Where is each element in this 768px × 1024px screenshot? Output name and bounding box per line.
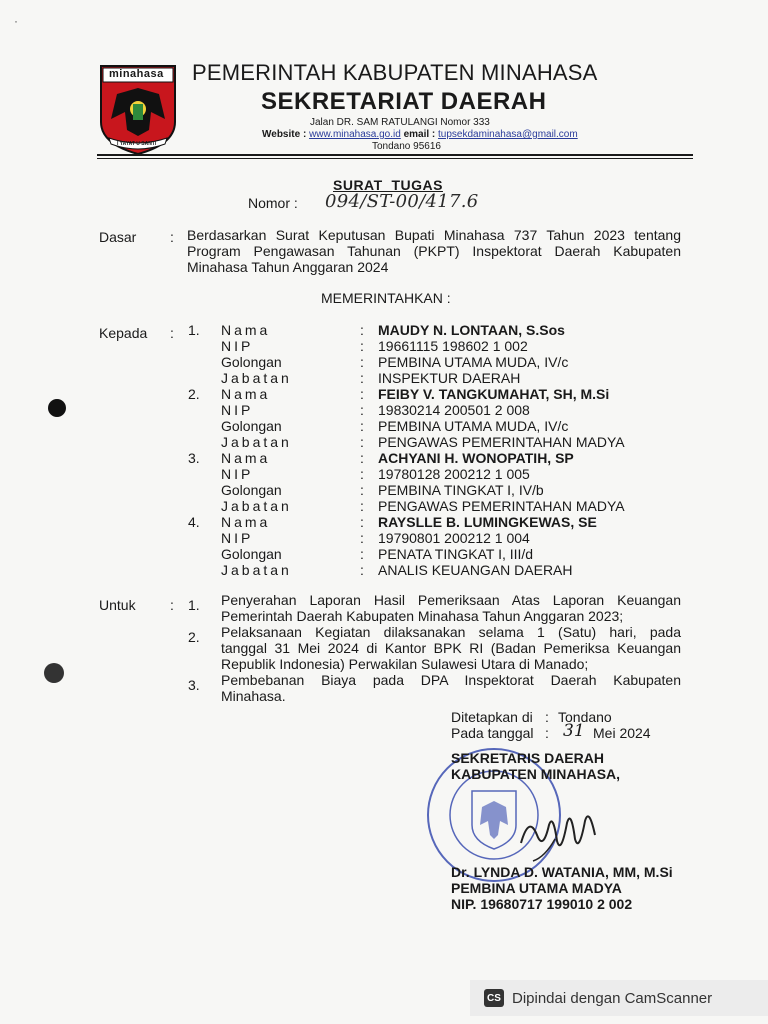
field-colon: : (360, 322, 364, 338)
person-nama: ACHYANI H. WONOPATIH, SP (378, 450, 574, 466)
field-colon: : (360, 370, 364, 386)
tanggal-colon: : (545, 725, 549, 741)
person-nip: 19661115 198602 1 002 (378, 338, 528, 354)
punch-hole-mark (48, 399, 66, 417)
field-colon: : (360, 386, 364, 402)
ditetapkan-value: Tondano (558, 709, 612, 725)
untuk-num-2: 2. (188, 629, 200, 645)
person-nip: 19830214 200501 2 008 (378, 402, 530, 418)
field-label-golongan: Golongan (221, 546, 282, 562)
field-label-jabatan: Jabatan (221, 562, 292, 578)
letterhead-address: Jalan DR. SAM RATULANGI Nomor 333 (310, 117, 490, 128)
untuk-item-1-line-2: Pemerintah Daerah Kabupaten Minahasa Tahun Anggaran 2023; (221, 608, 624, 624)
logo-motto: I YAYAT U SANTI (117, 141, 157, 147)
untuk-item-2-line-1: Pelaksanaan Kegiatan dilaksanakan selama 1 (Satu) hari, pada (221, 624, 681, 640)
kepada-colon: : (170, 325, 174, 341)
tanggal-month-year: Mei 2024 (593, 725, 651, 741)
tanggal-label: Pada tanggal (451, 725, 534, 741)
minahasa-logo (97, 64, 179, 156)
person-jabatan: ANALIS KEUANGAN DAERAH (378, 562, 573, 578)
signature-handwritten (515, 795, 605, 865)
kepada-label: Kepada (99, 325, 148, 341)
person-number: 4. (188, 514, 200, 530)
untuk-colon: : (170, 597, 174, 613)
punch-hole-mark (44, 663, 64, 683)
field-label-nip: NIP (221, 338, 254, 354)
field-colon: : (360, 450, 364, 466)
field-label-jabatan: Jabatan (221, 498, 292, 514)
field-colon: : (360, 498, 364, 514)
field-colon: : (360, 418, 364, 434)
dasar-line-3: Minahasa Tahun Anggaran 2024 (187, 259, 389, 275)
person-golongan: PENATA TINGKAT I, III/d (378, 546, 534, 562)
document-title: SURAT TUGAS (333, 177, 443, 193)
person-nip: 19790801 200212 1 004 (378, 530, 530, 546)
untuk-item-2-line-2: tanggal 31 Mei 2024 di Kantor BPK RI (Badan Pemeriksa Keuangan (221, 640, 681, 656)
memerintahkan-heading: MEMERINTAHKAN : (321, 290, 451, 306)
field-label-nama: Nama (221, 450, 271, 466)
ditetapkan-colon: : (545, 709, 549, 725)
field-label-nama: Nama (221, 322, 271, 338)
dasar-line-2: Program Pengawasan Tahunan (PKPT) Inspektorat Daerah Kabupaten (187, 243, 681, 259)
dasar-line-1: Berdasarkan Surat Keputusan Bupati Minahasa 737 Tahun 2023 tentang (187, 227, 681, 243)
field-colon: : (360, 338, 364, 354)
field-colon: : (360, 530, 364, 546)
person-jabatan: PENGAWAS PEMERINTAHAN MADYA (378, 498, 625, 514)
scan-speck: · (14, 14, 18, 28)
untuk-item-3-line-1: Pembebanan Biaya pada DPA Inspektorat Daerah Kabupaten (221, 672, 681, 688)
signatory-nip: NIP. 19680717 199010 2 002 (451, 896, 633, 912)
ditetapkan-label: Ditetapkan di (451, 709, 533, 725)
field-colon: : (360, 466, 364, 482)
untuk-num-3: 3. (188, 677, 200, 693)
field-colon: : (360, 434, 364, 450)
person-golongan: PEMBINA TINGKAT I, IV/b (378, 482, 544, 498)
field-colon: : (360, 402, 364, 418)
field-label-jabatan: Jabatan (221, 370, 292, 386)
letterhead-rule-thin (97, 158, 693, 159)
person-nama: RAYSLLE B. LUMINGKEWAS, SE (378, 514, 597, 530)
untuk-item-1-line-1: Penyerahan Laporan Hasil Pemeriksaan Atas Laporan Keuangan (221, 592, 681, 608)
field-label-golongan: Golongan (221, 418, 282, 434)
field-label-golongan: Golongan (221, 354, 282, 370)
office-line-2: KABUPATEN MINAHASA, (451, 766, 621, 782)
field-colon: : (360, 482, 364, 498)
logo-wordmark: minahasa (109, 68, 164, 80)
signatory-name: Dr. LYNDA D. WATANIA, MM, M.Si (451, 864, 673, 880)
tanggal-day-handwritten: 31 (563, 721, 585, 741)
field-colon: : (360, 562, 364, 578)
field-colon: : (360, 354, 364, 370)
email-label: email : (403, 129, 436, 140)
person-nip: 19780128 200212 1 005 (378, 466, 530, 482)
field-colon: : (360, 546, 364, 562)
person-jabatan: PENGAWAS PEMERINTAHAN MADYA (378, 434, 625, 450)
field-label-nip: NIP (221, 466, 254, 482)
person-golongan: PEMBINA UTAMA MUDA, IV/c (378, 354, 569, 370)
letterhead-office: SEKRETARIAT DAERAH (261, 88, 547, 115)
camscanner-banner (470, 980, 768, 1016)
field-label-jabatan: Jabatan (221, 434, 292, 450)
person-nama: MAUDY N. LONTAAN, S.Sos (378, 322, 565, 338)
email-link[interactable]: tupsekdaminahasa@gmail.com (438, 129, 578, 140)
person-nama: FEIBY V. TANGKUMAHAT, SH, M.Si (378, 386, 610, 402)
person-number: 2. (188, 386, 200, 402)
nomor-label: Nomor : (248, 195, 298, 211)
letterhead-government: PEMERINTAH KABUPATEN MINAHASA (192, 60, 598, 85)
person-number: 3. (188, 450, 200, 466)
person-golongan: PEMBINA UTAMA MUDA, IV/c (378, 418, 569, 434)
field-label-nama: Nama (221, 386, 271, 402)
camscanner-icon: CS (484, 989, 504, 1007)
nomor-value-handwritten: 094/ST-00/417.6 (325, 191, 479, 212)
field-label-nip: NIP (221, 530, 254, 546)
letterhead-rule (97, 154, 693, 156)
field-label-golongan: Golongan (221, 482, 282, 498)
letterhead-city: Tondano 95616 (372, 141, 441, 152)
untuk-item-2-line-3: Republik Indonesia) Perwakilan Sulawesi Utara di Manado; (221, 656, 589, 672)
field-label-nip: NIP (221, 402, 254, 418)
field-colon: : (360, 514, 364, 530)
signatory-rank: PEMBINA UTAMA MADYA (451, 880, 622, 896)
dasar-label: Dasar (99, 229, 137, 245)
untuk-label: Untuk (99, 597, 136, 613)
website-link[interactable]: www.minahasa.go.id (309, 129, 401, 140)
person-jabatan: INSPEKTUR DAERAH (378, 370, 521, 386)
person-number: 1. (188, 322, 200, 338)
camscanner-text: Dipindai dengan CamScanner (512, 989, 713, 1007)
dasar-colon: : (170, 229, 174, 245)
untuk-item-3-line-2: Minahasa. (221, 688, 286, 704)
field-label-nama: Nama (221, 514, 271, 530)
letterhead-contacts (262, 129, 578, 140)
untuk-num-1: 1. (188, 597, 200, 613)
website-label: Website : (262, 129, 307, 140)
office-line-1: SEKRETARIS DAERAH (451, 750, 604, 766)
